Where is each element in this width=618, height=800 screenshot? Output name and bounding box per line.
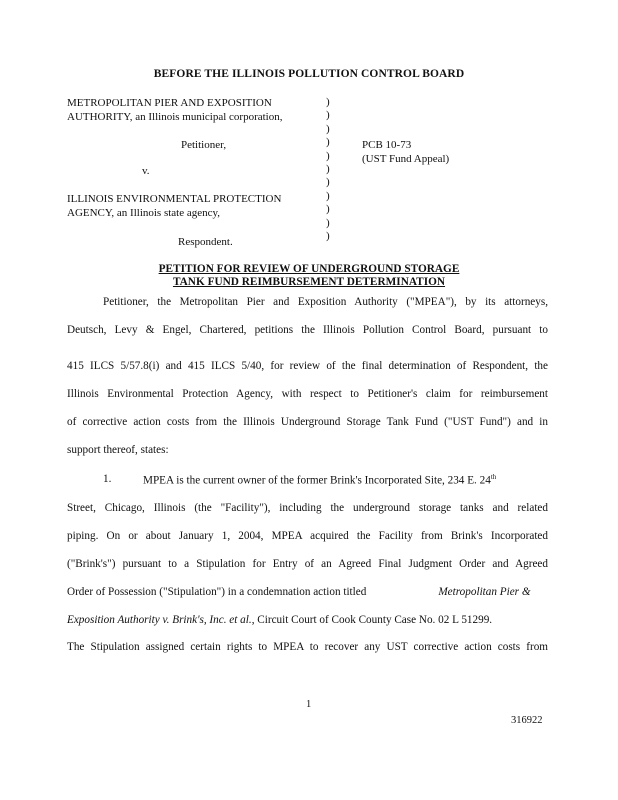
intro-line: Petitioner, the Metropolitan Pier and Exposition Authority ("MPEA"), by its attorneys, <box>103 296 548 308</box>
respondent-name-line-1: ILLINOIS ENVIRONMENTAL PROTECTION <box>67 193 282 205</box>
paragraph-1-line-2: Street, Chicago, Illinois (the "Facility"), including the underground storage tanks and related <box>67 502 548 514</box>
respondent-role: Respondent. <box>178 236 233 248</box>
paragraph-1-line-1-text: MPEA is the current owner of the former Brink's Incorporated Site, 234 E. 24 <box>143 474 491 487</box>
petitioner-name-line-1: METROPOLITAN PIER AND EXPOSITION <box>67 97 272 109</box>
intro-line: support thereof, states: <box>67 444 169 456</box>
paragraph-number: 1. <box>103 473 112 485</box>
paren: ) <box>326 176 330 189</box>
intro-line: Illinois Environmental Protection Agency, with respect to Petitioner's claim for reimbursement <box>67 388 548 400</box>
paragraph-1-line-1 <box>143 473 496 487</box>
paren: ) <box>326 96 330 108</box>
paren: ) <box>326 109 330 122</box>
page-number: 1 <box>306 699 312 710</box>
petitioner-name-line-2: AUTHORITY, an Illinois municipal corporation, <box>67 111 283 123</box>
petition-title-line-1: PETITION FOR REVIEW OF UNDERGROUND STORAGE <box>158 263 460 275</box>
petition-title-line-2: TANK FUND REIMBURSEMENT DETERMINATION <box>172 276 446 288</box>
document-id: 316922 <box>511 715 543 726</box>
paren: ) <box>326 122 330 135</box>
paren: ) <box>326 136 330 149</box>
paren: ) <box>326 189 330 202</box>
intro-line: Deutsch, Levy & Engel, Chartered, petitions the Illinois Pollution Control Board, pursuant to <box>67 324 548 336</box>
respondent-name-line-2: AGENCY, an Illinois state agency, <box>67 207 221 219</box>
paren: ) <box>326 163 330 176</box>
paragraph-1-line-5 <box>67 586 531 598</box>
board-title: BEFORE THE ILLINOIS POLLUTION CONTROL BOARD <box>153 68 465 80</box>
paren: ) <box>326 203 330 216</box>
paragraph-1-line-3: piping. On or about January 1, 2004, MPEA acquired the Facility from Brink's Incorporated <box>67 530 548 542</box>
paragraph-1-line-5-text: Order of Possession ("Stipulation") in a condemnation action titled <box>67 586 367 598</box>
case-type: (UST Fund Appeal) <box>362 153 450 165</box>
case-title-italic: Exposition Authority v. Brink's, Inc. et al. <box>67 614 252 626</box>
intro-line: 415 ILCS 5/57.8(i) and 415 ILCS 5/40, for review of the final determination of Respondent, the <box>67 360 548 372</box>
paragraph-1-line-6 <box>67 614 492 626</box>
caption-parens <box>326 96 336 243</box>
ordinal-suffix: th <box>490 473 497 481</box>
paren: ) <box>326 230 330 243</box>
case-title-italic: Metropolitan Pier & <box>438 586 531 598</box>
paragraph-1-line-7: The Stipulation assigned certain rights to MPEA to recover any UST corrective action costs from <box>67 641 548 653</box>
case-number: PCB 10-73 <box>362 139 412 151</box>
versus-label: v. <box>142 165 150 177</box>
paren: ) <box>326 149 330 162</box>
paren: ) <box>326 216 330 229</box>
intro-line: of corrective action costs from the Illinois Underground Storage Tank Fund ("UST Fund") and in <box>67 416 548 428</box>
paragraph-1-line-6-text: , Circuit Court of Cook County Case No. 02 L 51299. <box>251 614 493 626</box>
petitioner-role: Petitioner, <box>181 139 227 151</box>
paragraph-1-line-4: ("Brink's") pursuant to a Stipulation for Entry of an Agreed Final Judgment Order and Agreed <box>67 558 548 570</box>
